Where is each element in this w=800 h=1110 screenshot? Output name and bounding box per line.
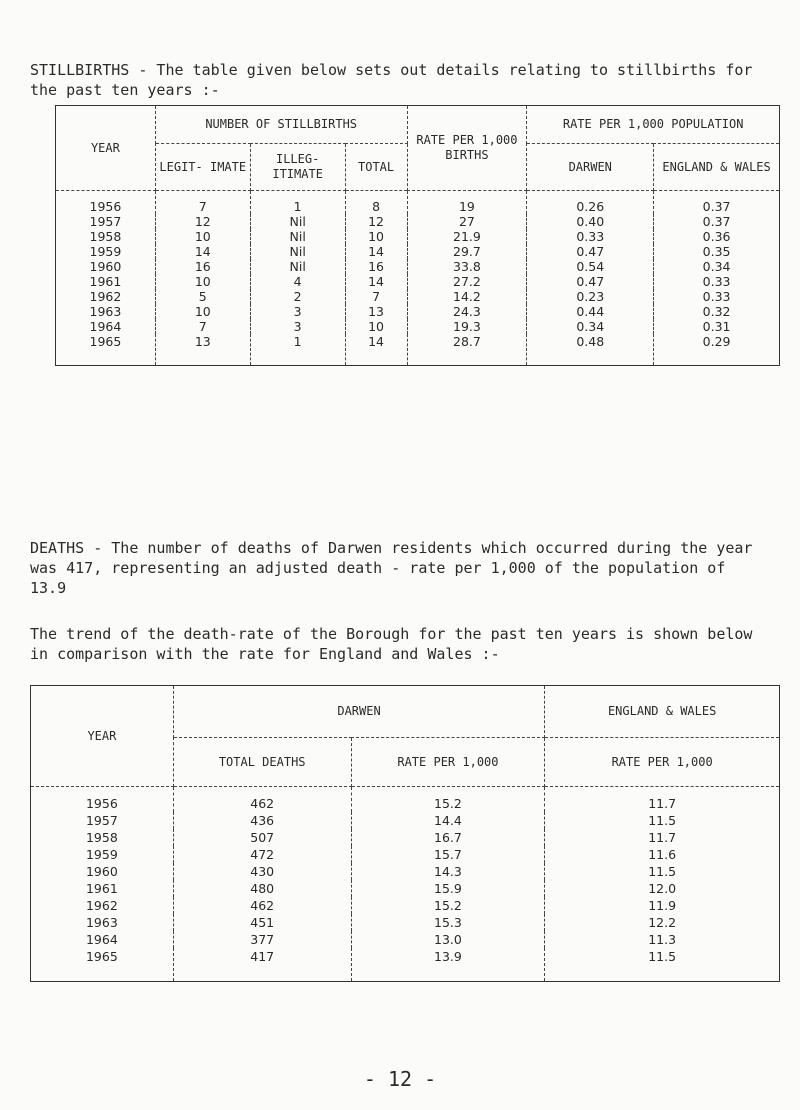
table-cell: 0.31	[654, 319, 780, 334]
table-cell: 0.29	[654, 334, 780, 366]
table-cell: 1964	[31, 931, 174, 948]
table-cell: 15.9	[351, 880, 545, 897]
table-cell: 451	[173, 914, 351, 931]
table-cell: 12	[155, 214, 250, 229]
table-cell: 0.35	[654, 244, 780, 259]
table-cell: 0.44	[527, 304, 654, 319]
table-row	[31, 812, 780, 829]
table-cell: 1958	[56, 229, 156, 244]
table-row	[31, 948, 780, 982]
table-cell: 28.7	[407, 334, 527, 366]
table-cell: 11.5	[545, 948, 780, 982]
table-cell: 15.2	[351, 897, 545, 914]
table-cell: 15.7	[351, 846, 545, 863]
table-cell: 15.2	[351, 787, 545, 813]
table-cell: 1961	[31, 880, 174, 897]
table-cell: 1956	[31, 787, 174, 813]
stillbirths-table	[55, 105, 780, 366]
header-england-wales: ENGLAND & WALES	[654, 144, 780, 191]
table-row	[56, 259, 780, 274]
table-cell: 10	[155, 304, 250, 319]
table-cell: 1959	[31, 846, 174, 863]
table-row	[31, 931, 780, 948]
table-row	[56, 244, 780, 259]
table-cell: 14.2	[407, 289, 527, 304]
header-total: TOTAL	[345, 144, 407, 191]
table-row	[56, 214, 780, 229]
table-row	[56, 334, 780, 366]
table-cell: 3	[250, 319, 345, 334]
table-row	[31, 846, 780, 863]
table-cell: 0.37	[654, 214, 780, 229]
table-cell: 13.9	[351, 948, 545, 982]
table-cell: 480	[173, 880, 351, 897]
table-cell: 11.7	[545, 829, 780, 846]
table-cell: 0.33	[527, 229, 654, 244]
table-cell: 1965	[56, 334, 156, 366]
table-cell: 1957	[56, 214, 156, 229]
table-cell: 8	[345, 191, 407, 215]
table-cell: 0.47	[527, 274, 654, 289]
deaths-paragraph: DEATHS - The number of deaths of Darwen residents which occurred during the year was 417, representing an adjusted death - rate per 1,000 of the population of 13.9	[30, 539, 762, 597]
table-cell: 0.40	[527, 214, 654, 229]
trend-paragraph: The trend of the death-rate of the Borough for the past ten years is shown below in comparison with the rate for England and Wales :-	[30, 625, 762, 663]
table-row	[31, 787, 780, 813]
table-cell: Nil	[250, 244, 345, 259]
header-rate-england-wales: RATE PER 1,000	[545, 738, 780, 787]
table-cell: 16	[155, 259, 250, 274]
header-total-deaths: TOTAL DEATHS	[173, 738, 351, 787]
table-cell: 1962	[31, 897, 174, 914]
table-cell: 14	[345, 334, 407, 366]
header-illegitimate: ILLEG- ITIMATE	[250, 144, 345, 191]
table-cell: 7	[155, 191, 250, 215]
table-cell: 15.3	[351, 914, 545, 931]
table-row	[31, 897, 780, 914]
table-cell: 1959	[56, 244, 156, 259]
table-cell: 12.0	[545, 880, 780, 897]
table-cell: Nil	[250, 229, 345, 244]
table-cell: 1961	[56, 274, 156, 289]
table-cell: 1957	[31, 812, 174, 829]
header-rate-per-population: RATE PER 1,000 POPULATION	[527, 106, 780, 144]
table-cell: 33.8	[407, 259, 527, 274]
header-year: YEAR	[56, 106, 156, 191]
table-cell: 0.48	[527, 334, 654, 366]
header-legitimate: LEGIT- IMATE	[155, 144, 250, 191]
table-cell: 29.7	[407, 244, 527, 259]
table-cell: 13	[345, 304, 407, 319]
table-cell: 0.32	[654, 304, 780, 319]
table-cell: 1962	[56, 289, 156, 304]
table-cell: 10	[155, 274, 250, 289]
table-cell: 21.9	[407, 229, 527, 244]
table-cell: 462	[173, 897, 351, 914]
table-cell: 0.47	[527, 244, 654, 259]
table-cell: 14.3	[351, 863, 545, 880]
table-cell: 507	[173, 829, 351, 846]
table-row	[56, 304, 780, 319]
table-cell: Nil	[250, 214, 345, 229]
table-cell: 19	[407, 191, 527, 215]
table-cell: 19.3	[407, 319, 527, 334]
table-cell: 12.2	[545, 914, 780, 931]
table-cell: 10	[345, 229, 407, 244]
header-england-wales: ENGLAND & WALES	[545, 686, 780, 738]
table-cell: 14	[345, 244, 407, 259]
table-cell: 1	[250, 191, 345, 215]
table-cell: 0.54	[527, 259, 654, 274]
table-cell: 0.33	[654, 289, 780, 304]
table-cell: 1963	[31, 914, 174, 931]
table-row	[56, 319, 780, 334]
table-cell: 7	[345, 289, 407, 304]
table-cell: 13	[155, 334, 250, 366]
table-row	[56, 289, 780, 304]
table-row	[31, 863, 780, 880]
table-row	[56, 191, 780, 215]
table-cell: 14.4	[351, 812, 545, 829]
page-number: - 12 -	[363, 1067, 437, 1091]
table-cell: 27.2	[407, 274, 527, 289]
table-cell: 5	[155, 289, 250, 304]
table-cell: 0.34	[527, 319, 654, 334]
table-cell: 11.5	[545, 863, 780, 880]
table-cell: 436	[173, 812, 351, 829]
header-year: YEAR	[31, 686, 174, 787]
table-cell: 10	[155, 229, 250, 244]
table-cell: 417	[173, 948, 351, 982]
table-row	[56, 274, 780, 289]
table-cell: 14	[155, 244, 250, 259]
table-cell: 7	[155, 319, 250, 334]
table-row	[31, 914, 780, 931]
table-cell: 430	[173, 863, 351, 880]
table-cell: 1964	[56, 319, 156, 334]
table-cell: 1965	[31, 948, 174, 982]
header-number-of-stillbirths: NUMBER OF STILLBIRTHS	[155, 106, 407, 144]
table-cell: 472	[173, 846, 351, 863]
deaths-table	[30, 685, 780, 982]
table-cell: 11.6	[545, 846, 780, 863]
table-cell: 27	[407, 214, 527, 229]
table-cell: 0.26	[527, 191, 654, 215]
table-cell: 1960	[31, 863, 174, 880]
table-cell: 10	[345, 319, 407, 334]
table-cell: 1	[250, 334, 345, 366]
header-darwen: DARWEN	[527, 144, 654, 191]
table-cell: 0.34	[654, 259, 780, 274]
table-cell: 1960	[56, 259, 156, 274]
table-cell: 0.37	[654, 191, 780, 215]
table-cell: 1958	[31, 829, 174, 846]
table-cell: 11.3	[545, 931, 780, 948]
table-cell: 16	[345, 259, 407, 274]
table-cell: 1963	[56, 304, 156, 319]
table-cell: 11.5	[545, 812, 780, 829]
table-cell: 11.7	[545, 787, 780, 813]
table-cell: 4	[250, 274, 345, 289]
table-cell: 2	[250, 289, 345, 304]
table-cell: 12	[345, 214, 407, 229]
header-rate-darwen: RATE PER 1,000	[351, 738, 545, 787]
table-cell: 13.0	[351, 931, 545, 948]
table-cell: 462	[173, 787, 351, 813]
table-cell: 14	[345, 274, 407, 289]
table-row	[56, 229, 780, 244]
table-cell: 1956	[56, 191, 156, 215]
table-cell: 3	[250, 304, 345, 319]
table-cell: 24.3	[407, 304, 527, 319]
header-darwen: DARWEN	[173, 686, 544, 738]
table-cell: Nil	[250, 259, 345, 274]
header-rate-per-births: RATE PER 1,000 BIRTHS	[407, 106, 527, 191]
table-cell: 0.33	[654, 274, 780, 289]
table-cell: 11.9	[545, 897, 780, 914]
stillbirths-intro: STILLBIRTHS - The table given below sets out details relating to stillbirths for the past ten years :-	[30, 61, 762, 99]
table-cell: 16.7	[351, 829, 545, 846]
table-cell: 377	[173, 931, 351, 948]
table-row	[31, 880, 780, 897]
table-row	[31, 829, 780, 846]
table-cell: 0.23	[527, 289, 654, 304]
table-cell: 0.36	[654, 229, 780, 244]
